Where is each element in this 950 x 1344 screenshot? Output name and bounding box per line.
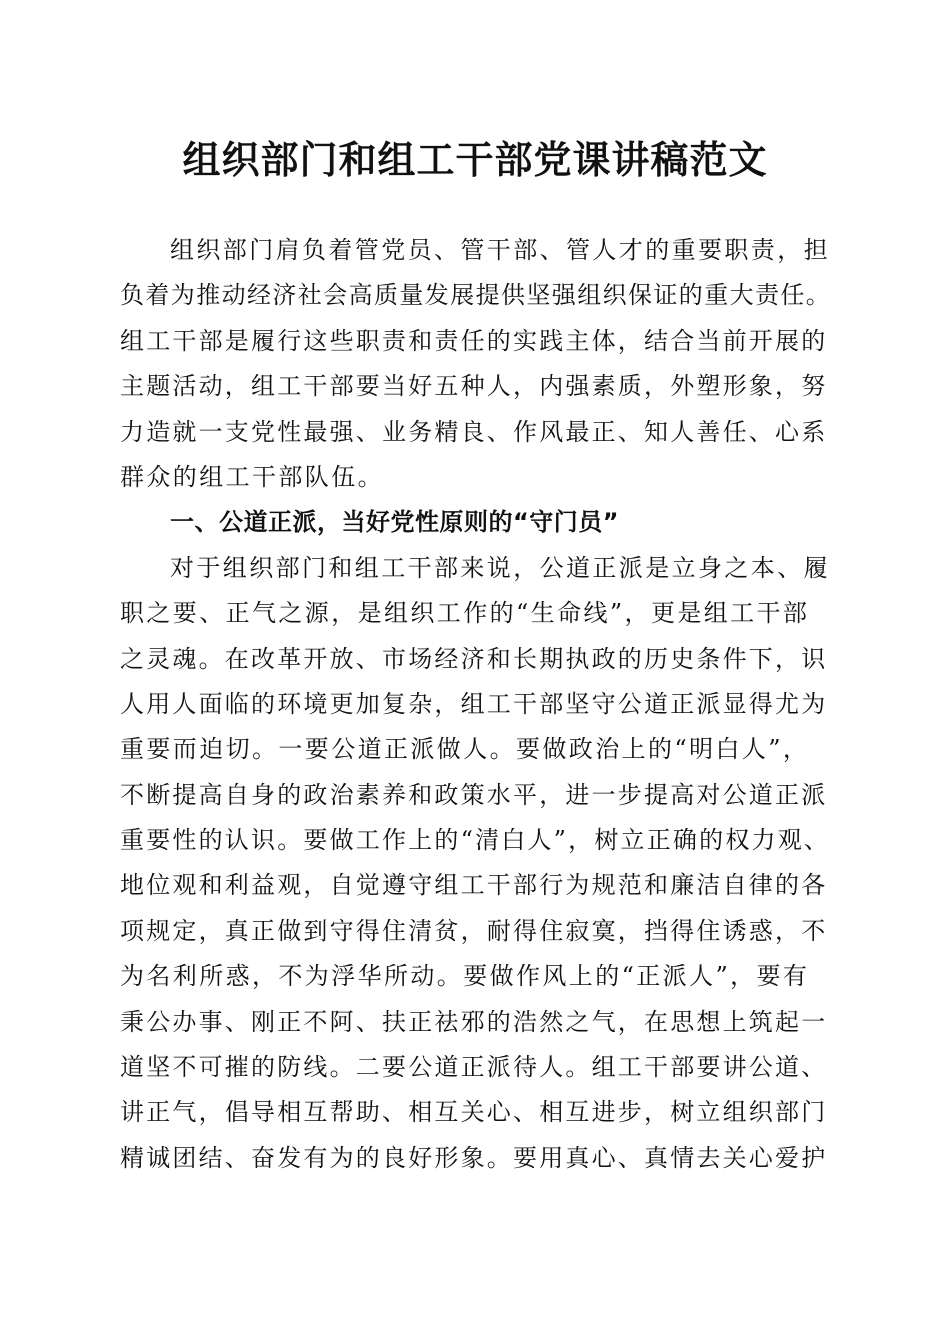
paragraph-line: 秉公办事、刚正不阿、扶正祛邪的浩然之气，在思想上筑起一 [120,1007,828,1036]
paragraph-line: 为名利所惑，不为浮华所动。要做作风上的“正派人”，要有 [120,962,810,991]
paragraph-line: 职之要、正气之源，是组织工作的“生命线”，更是组工干部 [120,599,810,628]
paragraph-line: 负着为推动经济社会高质量发展提供坚强组织保证的重大责任。 [120,281,832,310]
paragraph-line: 项规定，真正做到守得住清贫，耐得住寂寞，挡得住诱惑，不 [120,916,828,945]
paragraph-line: 地位观和利益观，自觉遵守组工干部行为规范和廉洁自律的各 [120,871,828,900]
paragraph-line: 道坚不可摧的防线。二要公道正派待人。组工干部要讲公道、 [120,1053,828,1082]
paragraph-line: 组织部门肩负着管党员、管干部、管人才的重要职责，担 [170,236,830,264]
paragraph-line: 人用人面临的环境更加复杂，组工干部坚守公道正派显得尤为 [120,689,828,718]
paragraph-line: 重要性的认识。要做工作上的“清白人”，树立正确的权力观、 [120,826,831,855]
paragraph-line: 主题活动，组工干部要当好五种人，内强素质，外塑形象，努 [120,372,828,401]
paragraph-line: 讲正气，倡导相互帮助、相互关心、相互进步，树立组织部门 [120,1098,828,1127]
paragraph-line: 组工干部是履行这些职责和责任的实践主体，结合当前开展的 [120,326,828,355]
paragraph-line: 力造就一支党性最强、业务精良、作风最正、知人善任、心系 [120,417,828,446]
document-title: 组织部门和组工干部党课讲稿范文 [182,137,768,182]
paragraph-line: 群众的组工干部队伍。 [120,462,384,491]
paragraph-line: 重要而迫切。一要公道正派做人。要做政治上的“明白人”， [120,735,810,764]
paragraph-line: 不断提高自身的政治素养和政策水平，进一步提高对公道正派 [120,780,828,809]
document-body [120,228,832,1181]
paragraph-line: 精诚团结、奋发有为的良好形象。要用真心、真情去关心爱护 [120,1143,828,1172]
paragraph-line: 对于组织部门和组工干部来说，公道正派是立身之本、履 [170,553,830,582]
paragraph-line: 之灵魂。在改革开放、市场经济和长期执政的历史条件下，识 [120,644,828,673]
section-heading: 一、公道正派，当好党性原则的“守门员” [170,508,620,537]
